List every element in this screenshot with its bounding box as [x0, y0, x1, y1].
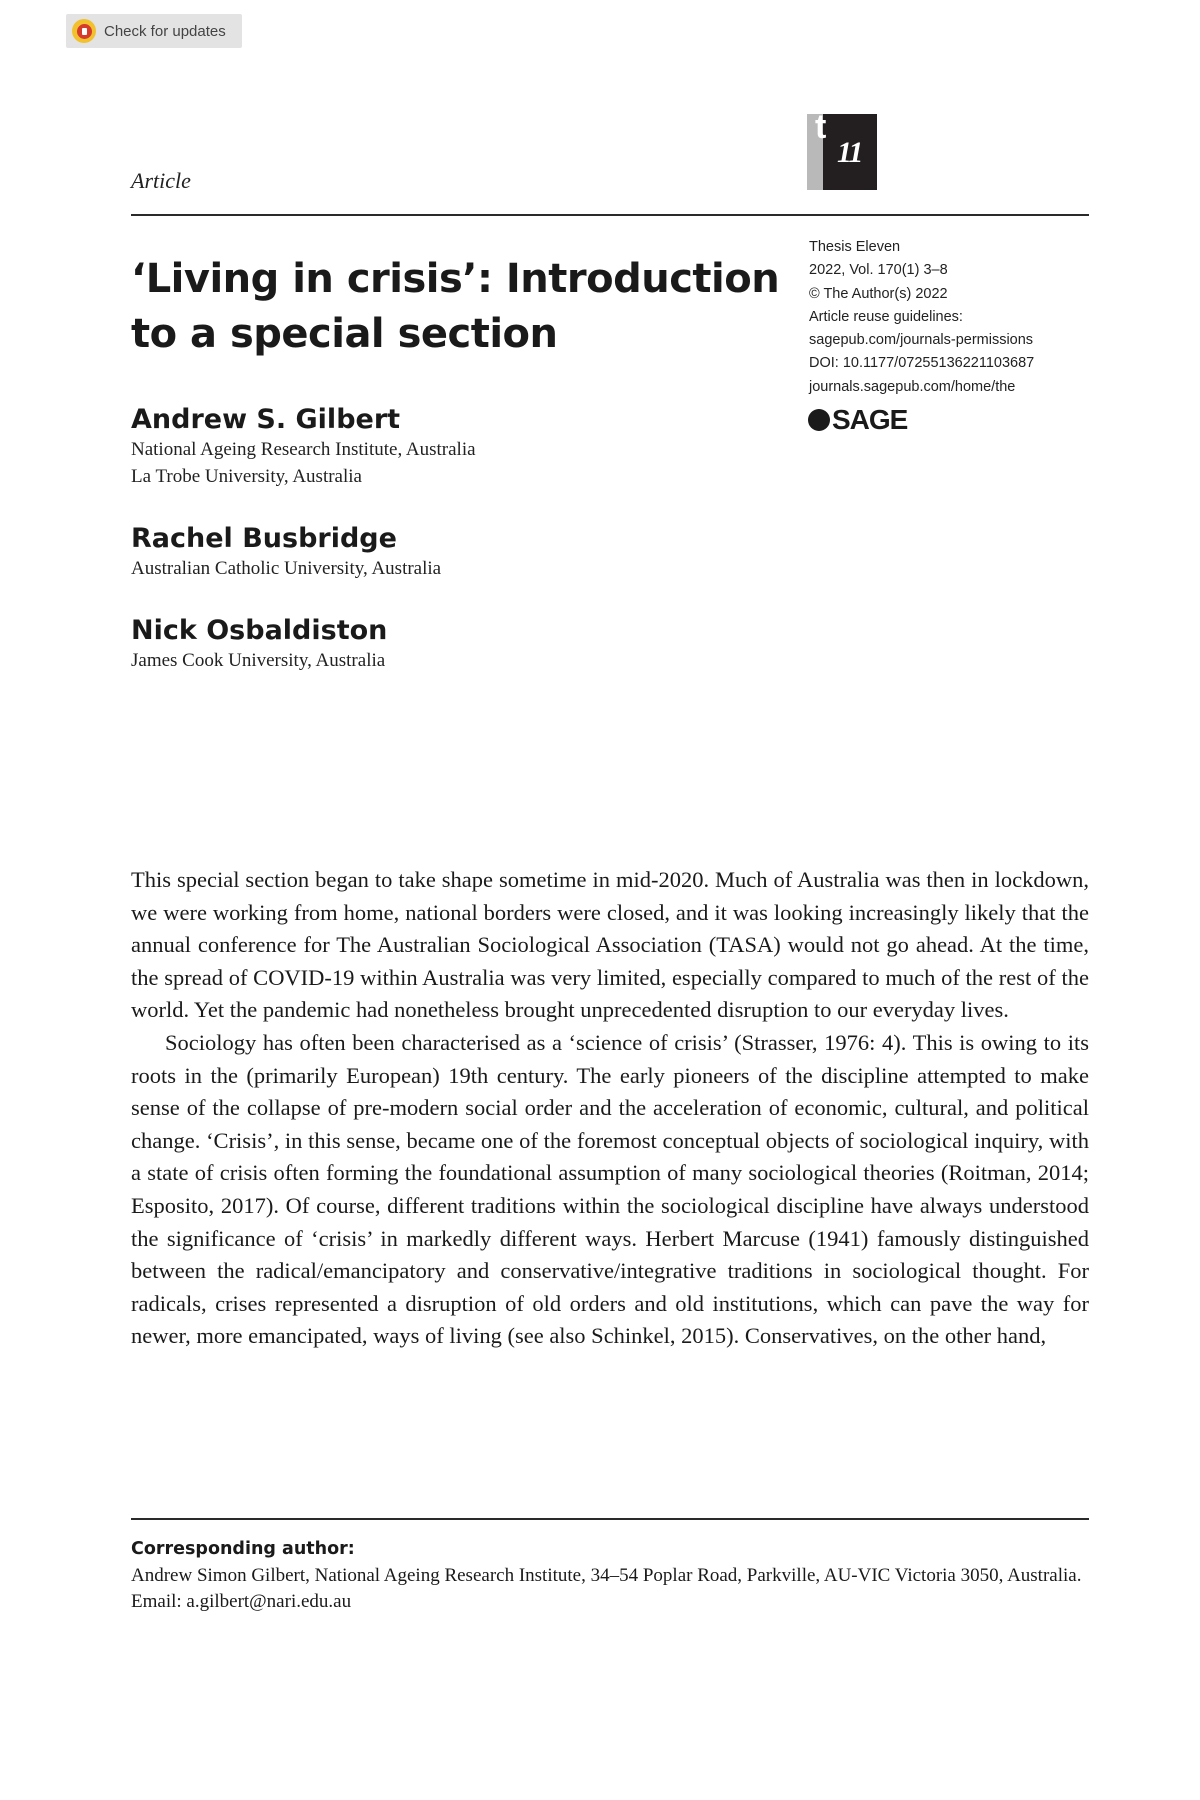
author-name: Andrew S. Gilbert — [131, 404, 401, 435]
author-affiliation: National Ageing Research Institute, Australia — [131, 439, 476, 460]
corresponding-author-label: Corresponding author: — [131, 1539, 355, 1559]
body-paragraph: Sociology has often been characterised as a ‘science of crisis’ (Strasser, 1976: 4). This is owing to its roots in the (primarily European) 19th century. The early pioneers of the discipline attempted to make sense of the collapse of pre-modern social order and the acceleration of economic, cultural, and political change. ‘Crisis’, in this sense, became one of the foremost conceptual objects of sociological inquiry, with a state of crisis often forming the foundational assumption of many sociological theories (Roitman, 2014; Esposito, 2017). Of course, different traditions within the sociological discipline have always understood the significance of ‘crisis’ in markedly different ways. Herbert Marcuse (1941) famously distinguished between the radical/emancipatory and conservative/integrative traditions in sociological thought. For radicals, crises represented a disruption of old orders and old institutions, which can pave the way for newer, more emancipated, ways of living (see also Schinkel, 2015). Conservatives, on the other hand, — [131, 1029, 1089, 1349]
author-affiliation: James Cook University, Australia — [131, 650, 386, 671]
journal-logo — [807, 108, 877, 190]
journal-volume: 2022, Vol. 170(1) 3–8 — [809, 262, 948, 279]
author-block — [131, 523, 441, 582]
check-for-updates-button[interactable] — [66, 14, 242, 48]
corresponding-author-address: Andrew Simon Gilbert, National Ageing Research Institute, 34–54 Poplar Road, Parkville, AU-VIC Victoria 3050, Australia. — [131, 1564, 1082, 1586]
sage-logo — [808, 404, 907, 436]
header-divider — [131, 214, 1089, 216]
body-paragraph: This special section began to take shape sometime in mid-2020. Much of Australia was then in lockdown, we were working from home, national borders were closed, and it was looking increasingly likely that the annual conference for The Australian Sociological Association (TASA) would not go ahead. At the time, the spread of COVID-19 within Australia was very limited, especially compared to much of the rest of the world. Yet the pandemic had nonetheless brought unprecedented disruption to our everyday lives. — [131, 867, 1089, 1023]
journal-homepage-link[interactable]: journals.sagepub.com/home/the — [809, 378, 1016, 395]
journal-logo-letter: t — [815, 108, 827, 146]
corresponding-author-email[interactable]: Email: a.gilbert@nari.edu.au — [131, 1591, 352, 1612]
author-block — [131, 615, 387, 674]
author-affiliation: La Trobe University, Australia — [131, 466, 362, 487]
copyright-line: © The Author(s) 2022 — [809, 285, 948, 302]
journal-logo-number: 11 — [837, 136, 862, 169]
author-affiliation: Australian Catholic University, Australia — [131, 558, 442, 579]
sage-logo-icon — [808, 409, 830, 431]
publisher-name: SAGE — [832, 404, 908, 435]
author-name: Nick Osbaldiston — [131, 615, 388, 646]
corresponding-author-note — [131, 1536, 1089, 1616]
reuse-guidelines-label: Article reuse guidelines: — [809, 308, 963, 325]
journal-metadata — [809, 236, 1034, 399]
doi-link[interactable]: DOI: 10.1177/07255136221103687 — [809, 355, 1035, 372]
check-for-updates-label: Check for updates — [104, 22, 226, 40]
author-block — [131, 404, 476, 490]
article-title: ‘Living in crisis’: Introduction to a special section — [131, 256, 780, 357]
footnote-divider — [131, 1518, 1089, 1520]
article-type-label: Article — [131, 168, 191, 193]
author-name: Rachel Busbridge — [131, 523, 397, 554]
crossmark-icon — [72, 19, 96, 43]
reuse-guidelines-link[interactable]: sagepub.com/journals-permissions — [809, 332, 1034, 349]
journal-name: Thesis Eleven — [809, 239, 901, 255]
article-body — [131, 864, 1089, 1353]
